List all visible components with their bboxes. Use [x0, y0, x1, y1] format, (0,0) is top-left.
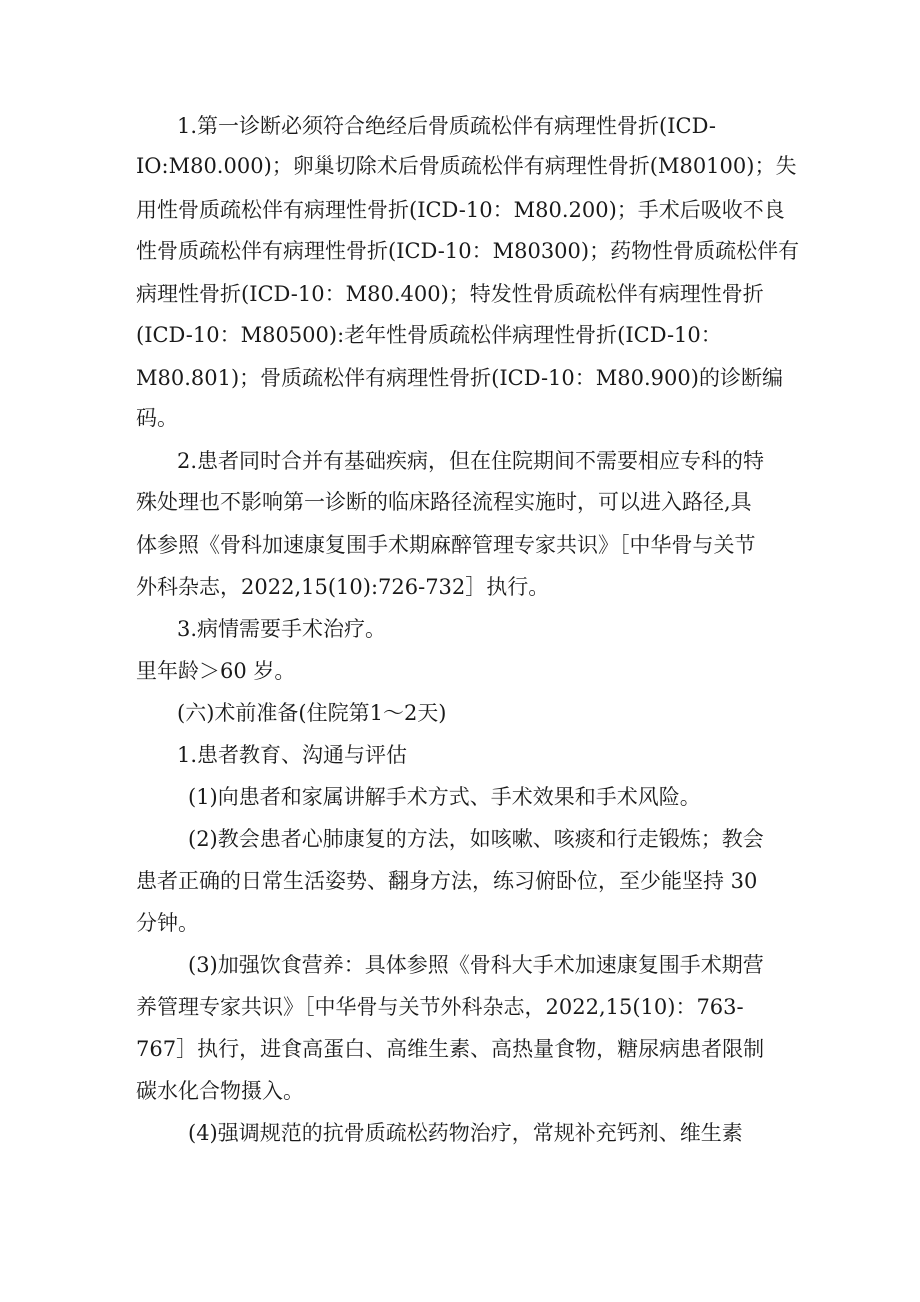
text-line: 碳水化合物摄入。: [136, 1079, 304, 1103]
text-line: 外科杂志，2022,15(10):726-732］执行。: [136, 575, 550, 599]
text-line: 病理性骨折(ICD-10：M80.400)；特发性骨质疏松伴有病理性骨折: [136, 282, 764, 306]
text-line: (4)强调规范的抗骨质疏松药物治疗，常规补充钙剂、维生素: [188, 1121, 743, 1145]
text-line: IO:M80.000)；卵巢切除术后骨质疏松伴有病理性骨折(M80100)；失: [136, 154, 797, 178]
text-line: 767］执行，进食高蛋白、高维生素、高热量食物，糖尿病患者限制: [136, 1037, 765, 1061]
text-line: 分钟。: [136, 911, 199, 935]
text-line: (3)加强饮食营养：具体参照《骨科大手术加速康复围手术期营: [188, 953, 764, 977]
text-line: 殊处理也不影响第一诊断的临床路径流程实施时，可以进入路径,具: [136, 490, 752, 514]
text-line: 2.患者同时合并有基础疾病，但在住院期间不需要相应专科的特: [177, 449, 765, 473]
text-line: 1.第一诊断必须符合绝经后骨质疏松伴有病理性骨折(ICD-: [177, 114, 716, 138]
subsection-heading: 1.患者教育、沟通与评估: [177, 743, 408, 767]
section-heading: (六)术前准备(住院第1〜2天): [177, 701, 447, 725]
text-line: 码。: [136, 406, 178, 430]
text-line: 养管理专家共识》［中华骨与关节外科杂志，2022,15(10)：763-: [136, 995, 744, 1019]
text-line: 里年龄＞60 岁。: [136, 659, 296, 683]
text-line: (ICD-10：M80500):老年性骨质疏松伴病理性骨折(ICD-10：: [136, 323, 722, 347]
text-line: M80.801)；骨质疏松伴有病理性骨折(ICD-10：M80.900)的诊断编: [136, 366, 783, 390]
text-line: 性骨质疏松伴有病理性骨折(ICD-10：M80300)；药物性骨质疏松伴有: [136, 239, 800, 263]
text-line: 患者正确的日常生活姿势、翻身方法，练习俯卧位，至少能坚持 30: [136, 869, 758, 893]
text-line: (2)教会患者心肺康复的方法，如咳嗽、咳痰和行走锻炼；教会: [188, 827, 764, 851]
text-line: (1)向患者和家属讲解手术方式、手术效果和手术风险。: [188, 785, 701, 809]
text-line: 用性骨质疏松伴有病理性骨折(ICD-10：M80.200)；手术后吸收不良: [136, 198, 785, 222]
text-line: 3.病情需要手术治疗。: [177, 617, 387, 641]
text-line: 体参照《骨科加速康复围手术期麻醉管理专家共识》［中华骨与关节: [136, 533, 756, 557]
